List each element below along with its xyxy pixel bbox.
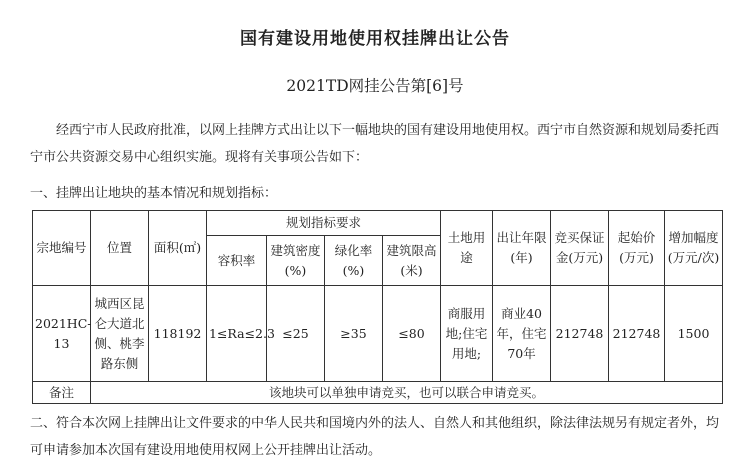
cell-parcel-no: 2021HC-13 [33,286,91,382]
parcel-table [32,210,723,404]
cell-density: ≤25 [267,286,325,382]
cell-land-use: 商服用地;住宅用地; [441,286,493,382]
notice-number: 2021TD网挂公告第[6]号 [286,77,464,95]
cell-far: 1≤Ra≤2.3 [207,286,267,382]
section-1-heading: 一、挂牌出让地块的基本情况和规划指标： [30,186,278,201]
table-row [33,286,723,382]
header-area: 面积(㎡) [149,211,207,286]
header-height: 建筑限高(米) [383,236,441,286]
cell-deposit: 212748 [551,286,609,382]
note-row [33,382,723,404]
cell-area: 118192 [149,286,207,382]
header-land-use: 土地用途 [441,211,493,286]
cell-green: ≥35 [325,286,383,382]
cell-term: 商业40年，住宅70年 [493,286,551,382]
header-planning-group: 规划指标要求 [207,211,441,236]
header-deposit: 竞买保证金(万元) [551,211,609,286]
note-label: 备注 [33,382,91,404]
cell-start-price: 212748 [609,286,665,382]
intro-paragraph: 经西宁市人民政府批准，以网上挂牌方式出让以下一幅地块的国有建设用地使用权。西宁市自然资源和规划局委托西宁市公共资源交易中心组织实施。现将有关事项公告如下： [30,123,720,165]
header-far: 容积率 [207,236,267,286]
header-location: 位置 [91,211,149,286]
notice-title: 国有建设用地使用权挂牌出让公告 [240,29,510,49]
section-2-paragraph: 二、符合本次网上挂牌出让文件要求的中华人民共和国境内外的法人、自然人和其他组织，除法律法规另有规定者外，均可申请参加本次国有建设用地使用权网上公开挂牌出让活动。 [30,416,720,458]
header-start-price: 起始价(万元) [609,211,665,286]
header-increment: 增加幅度(万元/次) [665,211,723,286]
cell-height: ≤80 [383,286,441,382]
cell-increment: 1500 [665,286,723,382]
header-density: 建筑密度(%) [267,236,325,286]
header-term: 出让年限(年) [493,211,551,286]
header-parcel-no: 宗地编号 [33,211,91,286]
note-text: 该地块可以单独申请竞买，也可以联合申请竞买。 [91,382,723,404]
cell-location: 城西区昆仑大道北侧、桃李路东侧 [91,286,149,382]
header-green: 绿化率(%) [325,236,383,286]
